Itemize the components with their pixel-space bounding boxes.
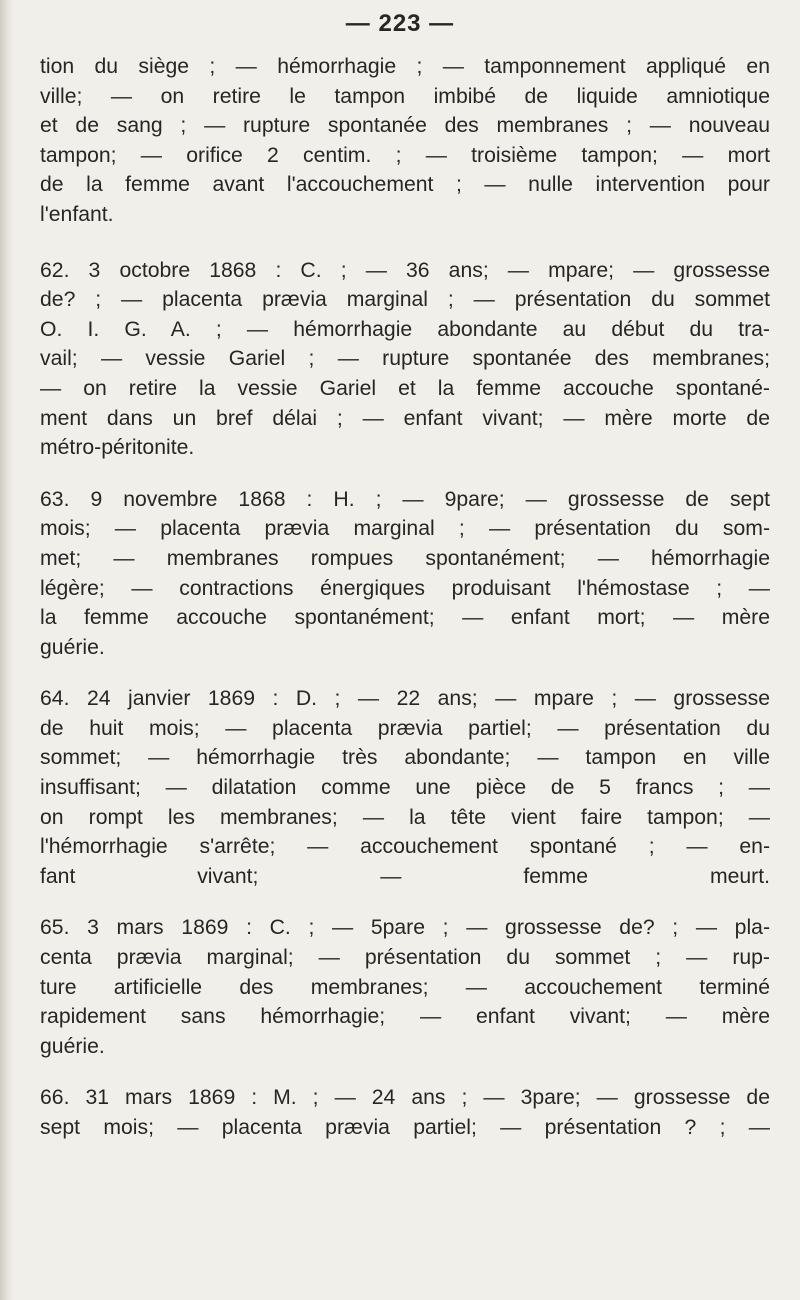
text-line: 62. 3 octobre 1868 : C. ; — 36 ans; — mpare; — grossesse — [40, 258, 770, 282]
text-line: ville; — on retire le tampon imbibé de liquide amniotique — [40, 84, 770, 108]
text-line: sommet; — hémorrhagie très abondante; — tampon en ville — [40, 746, 770, 770]
text-line: de huit mois; — placenta prævia partiel; — présentation du — [40, 716, 770, 740]
text-line: l'hémorrhagie s'arrête; — accouchement spontané ; — en- — [40, 835, 770, 859]
text-line: mois; — placenta prævia marginal ; — présentation du som- — [40, 517, 770, 541]
text-line: 63. 9 novembre 1868 : H. ; — 9pare; — grossesse de sept — [40, 487, 770, 511]
text-line: guérie. — [40, 1034, 105, 1058]
text-line: insuffisant; — dilatation comme une pièce de 5 francs ; — — [40, 776, 770, 800]
paragraph-case-64 — [40, 684, 770, 891]
paragraph-case-63 — [40, 485, 770, 663]
text-line: de? ; — placenta prævia marginal ; — présentation du sommet — [40, 288, 770, 312]
paragraph-case-62 — [40, 256, 770, 463]
text-line: ment dans un bref délai ; — enfant vivant; — mère morte de — [40, 406, 770, 430]
text-line: ture artificielle des membranes; — accouchement terminé — [40, 975, 770, 999]
text-line: 64. 24 janvier 1869 : D. ; — 22 ans; — mpare ; — grossesse — [40, 687, 770, 711]
text-line: fant vivant; — femme meurt. — [40, 864, 770, 888]
text-line: tion du siège ; — hémorrhagie ; — tamponnement appliqué en — [40, 55, 770, 78]
text-line: guérie. — [40, 635, 105, 659]
binding-edge — [0, 0, 14, 1300]
text-line: légère; — contractions énergiques produisant l'hémostase ; — — [40, 576, 770, 600]
text-line: vail; — vessie Gariel ; — rupture spontanée des membranes; — [40, 347, 770, 371]
text-line: sept mois; — placenta prævia partiel; — présentation ? ; — — [40, 1116, 770, 1139]
text-line: la femme accouche spontanément; — enfant mort; — mère — [40, 606, 770, 630]
page-number: — 223 — — [345, 10, 455, 37]
text-line: O. I. G. A. ; — hémorrhagie abondante au début du tra- — [40, 317, 770, 341]
text-body — [40, 52, 770, 1165]
text-line: centa prævia marginal; — présentation du sommet ; — rup- — [40, 946, 770, 970]
text-line: tampon; — orifice 2 centim. ; — troisième tampon; — mort — [40, 143, 770, 167]
paragraph-case-66 — [40, 1083, 770, 1142]
text-line: 66. 31 mars 1869 : M. ; — 24 ans ; — 3pare; — grossesse de — [40, 1086, 770, 1110]
text-line: et de sang ; — rupture spontanée des membranes ; — nouveau — [40, 114, 770, 138]
text-line: rapidement sans hémorrhagie; — enfant vivant; — mère — [40, 1005, 770, 1029]
paragraph-case-65 — [40, 913, 770, 1061]
text-line: l'enfant. — [40, 202, 114, 226]
text-line: métro-péritonite. — [40, 436, 195, 460]
text-line: de la femme avant l'accouchement ; — nulle intervention pour — [40, 173, 770, 197]
text-line: — on retire la vessie Gariel et la femme accouche spontané- — [40, 376, 770, 400]
text-line: 65. 3 mars 1869 : C. ; — 5pare ; — grossesse de? ; — pla- — [40, 916, 770, 940]
text-line: met; — membranes rompues spontanément; — hémorrhagie — [40, 546, 770, 570]
text-line: on rompt les membranes; — la tête vient faire tampon; — — [40, 805, 770, 829]
paragraph-case-61-continuation — [40, 52, 770, 230]
